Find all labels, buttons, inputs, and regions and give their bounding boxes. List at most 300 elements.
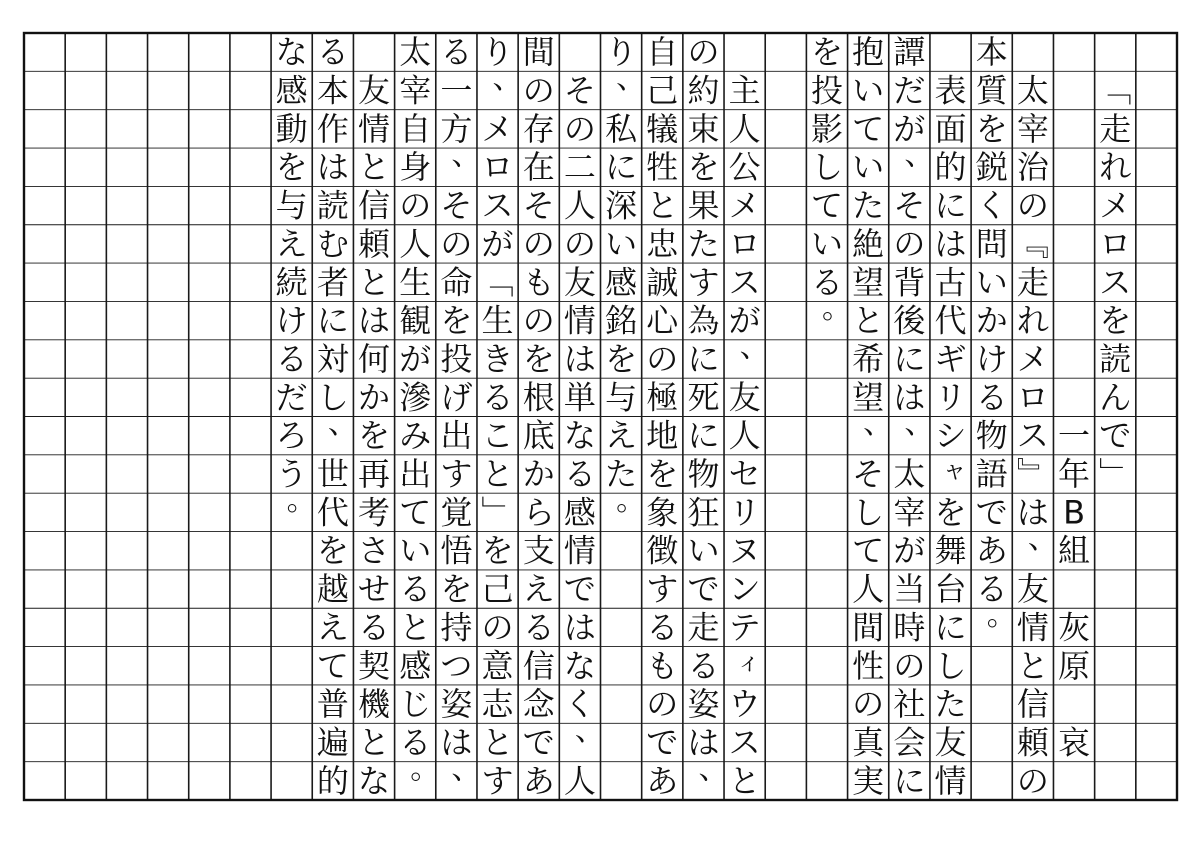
manuscript-char: 抱 (852, 33, 885, 72)
manuscript-char: か (975, 301, 1008, 340)
manuscript-char: ﹁ (1099, 71, 1132, 110)
manuscript-char: 間 (522, 33, 555, 72)
manuscript-char: そ (563, 71, 596, 110)
manuscript-char: 忠 (646, 224, 679, 263)
manuscript-char: と (1016, 646, 1049, 685)
manuscript-char: 物 (687, 455, 720, 494)
manuscript-char: 表 (934, 71, 967, 110)
manuscript-char: を (687, 148, 720, 187)
manuscript-char: 希 (852, 339, 885, 378)
manuscript-char: テ (728, 608, 761, 647)
manuscript-char: ﹁ (481, 263, 514, 302)
manuscript-column (605, 33, 646, 518)
manuscript-char: 頼 (358, 224, 391, 263)
manuscript-char: あ (646, 761, 679, 800)
manuscript-char: 人 (399, 224, 432, 263)
manuscript-char: 感 (605, 263, 638, 302)
manuscript-char: は (563, 608, 596, 647)
manuscript-char: の (440, 224, 473, 263)
manuscript-char: じ (399, 685, 432, 724)
manuscript-char: る (481, 378, 514, 417)
manuscript-char: 越 (316, 570, 349, 609)
manuscript-char: 宰 (399, 71, 432, 110)
manuscript-char: と (358, 723, 391, 762)
manuscript-char: 為 (687, 301, 720, 340)
manuscript-char: む (316, 224, 349, 263)
manuscript-char: が (399, 339, 432, 378)
manuscript-char: の (852, 685, 885, 724)
manuscript-char: げ (440, 378, 473, 417)
manuscript-char: え (275, 224, 308, 263)
manuscript-char: 代 (316, 493, 349, 532)
manuscript-char: 人 (563, 761, 596, 800)
manuscript-char: き (481, 339, 514, 378)
manuscript-char: メ (728, 186, 761, 225)
manuscript-char: 犠 (646, 109, 679, 148)
manuscript-char: 的 (316, 761, 349, 800)
manuscript-char: 舞 (934, 531, 967, 570)
manuscript-char: に (934, 608, 967, 647)
manuscript-char: 生 (399, 263, 432, 302)
manuscript-char: と (852, 301, 885, 340)
manuscript-char: 太 (893, 455, 926, 494)
manuscript-char: い (687, 531, 720, 570)
manuscript-char: 実 (852, 761, 885, 800)
manuscript-char: 感 (275, 71, 308, 110)
manuscript-char: く (563, 685, 596, 724)
manuscript-char: 世 (316, 455, 349, 494)
manuscript-char: く (975, 186, 1008, 225)
manuscript-char: る (275, 339, 308, 378)
manuscript-char: す (646, 570, 679, 609)
manuscript-char: る (358, 608, 391, 647)
manuscript-char: ス (728, 263, 761, 302)
manuscript-char: を (440, 301, 473, 340)
manuscript-char: 、 (698, 751, 729, 787)
manuscript-char: 、 (863, 406, 894, 442)
manuscript-char: 意 (481, 646, 514, 685)
manuscript-char: 友 (934, 723, 967, 762)
manuscript-char: を (934, 493, 967, 532)
manuscript-char: つ (440, 646, 473, 685)
manuscript-char: 念 (522, 685, 555, 724)
manuscript-char: る (399, 570, 432, 609)
manuscript-char: に (687, 416, 720, 455)
manuscript-column (1017, 72, 1058, 800)
manuscript-char: 譚 (893, 33, 926, 72)
manuscript-char: 支 (522, 531, 555, 570)
manuscript-char: に (687, 339, 720, 378)
manuscript-column (276, 33, 317, 518)
manuscript-char: 原 (1058, 646, 1091, 685)
manuscript-column (523, 33, 556, 800)
manuscript-char: を (646, 455, 679, 494)
manuscript-char: 果 (687, 186, 720, 225)
manuscript-char: に (893, 339, 926, 378)
manuscript-char: か (358, 378, 391, 417)
manuscript-column (811, 33, 852, 326)
manuscript-char: た (605, 455, 638, 494)
manuscript-char: を (358, 416, 391, 455)
manuscript-char: 己 (646, 71, 679, 110)
manuscript-char: い (605, 224, 638, 263)
manuscript-char: 私 (605, 109, 638, 148)
manuscript-char: 頼 (1016, 723, 1049, 762)
manuscript-char: メ (481, 109, 514, 148)
manuscript-char: 一 (1058, 416, 1091, 455)
manuscript-char: る (646, 608, 679, 647)
manuscript-char: ﹄ (1016, 455, 1049, 494)
manuscript-char: 望 (852, 378, 885, 417)
manuscript-char: え (316, 608, 349, 647)
manuscript-char: 感 (563, 493, 596, 532)
manuscript-char: る (522, 608, 555, 647)
manuscript-char: た (934, 685, 967, 724)
manuscript-char: れ (1016, 301, 1049, 340)
manuscript-char: 、 (1027, 521, 1058, 557)
manuscript-char: 。 (821, 291, 852, 327)
manuscript-char: れ (1099, 148, 1132, 187)
manuscript-char: と (481, 723, 514, 762)
manuscript-char: に (893, 761, 926, 800)
manuscript-char: 性 (852, 646, 885, 685)
manuscript-char: の (522, 301, 555, 340)
manuscript-char: そ (852, 455, 885, 494)
manuscript-char: 象 (646, 493, 679, 532)
manuscript-char: ヌ (728, 531, 761, 570)
manuscript-char: を (522, 339, 555, 378)
manuscript-char: 間 (852, 608, 885, 647)
manuscript-char: 約 (687, 71, 720, 110)
manuscript-char: こ (481, 416, 514, 455)
manuscript-char: 望 (852, 263, 885, 302)
manuscript-char: ﹂ (481, 493, 514, 532)
manuscript-char: 代 (934, 301, 967, 340)
manuscript-char: 面 (934, 109, 967, 148)
manuscript-char: の (563, 109, 596, 148)
manuscript-char: 友 (728, 378, 761, 417)
manuscript-char: と (728, 761, 761, 800)
manuscript-char: 後 (893, 301, 926, 340)
manuscript-char: が (893, 531, 926, 570)
manuscript-char: り (481, 33, 514, 72)
manuscript-char: 身 (399, 148, 432, 187)
manuscript-char: そ (522, 186, 555, 225)
manuscript-char: は (893, 378, 926, 417)
manuscript-char: で (975, 493, 1008, 532)
manuscript-char: 人 (728, 416, 761, 455)
manuscript-char: る (810, 263, 843, 302)
manuscript-char: 、 (904, 406, 935, 442)
manuscript-char: 信 (358, 186, 391, 225)
manuscript-char: は (1016, 493, 1049, 532)
manuscript-char: 牲 (646, 148, 679, 187)
manuscript-char: 社 (893, 685, 926, 724)
manuscript-char: 宰 (893, 493, 926, 532)
manuscript-char: る (687, 646, 720, 685)
manuscript-column (976, 33, 1017, 633)
manuscript-char: 友 (1016, 570, 1049, 609)
manuscript-char: す (687, 263, 720, 302)
manuscript-char: と (399, 608, 432, 647)
manuscript-char: 、 (327, 406, 358, 442)
manuscript-char: ﹂ (1099, 455, 1132, 494)
manuscript-column (646, 33, 679, 800)
manuscript-char: ら (522, 493, 555, 532)
manuscript-char: し (852, 493, 885, 532)
manuscript-char: 、 (616, 61, 647, 97)
manuscript-char: 覚 (440, 493, 473, 532)
manuscript-char: の (893, 224, 926, 263)
manuscript-char: 投 (810, 71, 843, 110)
manuscript-char: 質 (975, 71, 1008, 110)
manuscript-char: と (481, 455, 514, 494)
manuscript-char: 与 (605, 378, 638, 417)
manuscript-char: を (975, 109, 1008, 148)
manuscript-char: の (522, 224, 555, 263)
manuscript-char: の (481, 608, 514, 647)
manuscript-char: え (605, 416, 638, 455)
manuscript-char: 時 (893, 608, 926, 647)
manuscript-char: メ (1099, 186, 1132, 225)
manuscript-column (687, 33, 728, 786)
manuscript-char: 情 (563, 531, 596, 570)
manuscript-char: 問 (975, 224, 1008, 263)
manuscript-char: 命 (440, 263, 473, 302)
manuscript-char: を (1099, 301, 1132, 340)
manuscript-char: は (687, 723, 720, 762)
manuscript-char: 語 (975, 455, 1008, 494)
manuscript-char: 会 (893, 723, 926, 762)
manuscript-char: 自 (399, 109, 432, 148)
manuscript-char: 姿 (440, 685, 473, 724)
manuscript-char: に (934, 186, 967, 225)
manuscript-char: 本 (316, 71, 349, 110)
manuscript-char: が (893, 109, 926, 148)
manuscript-char: 極 (646, 378, 679, 417)
manuscript-char: 人 (852, 570, 885, 609)
manuscript-char: 友 (358, 71, 391, 110)
manuscript-char: い (399, 531, 432, 570)
manuscript-char: で (646, 723, 679, 762)
manuscript-char: ウ (728, 685, 761, 724)
manuscript-char: い (810, 224, 843, 263)
manuscript-char: 鋭 (975, 148, 1008, 187)
manuscript-char: 、 (492, 61, 523, 97)
manuscript-column (399, 33, 440, 786)
manuscript-char: は (358, 301, 391, 340)
manuscript-char: て (399, 493, 432, 532)
manuscript-char: 組 (1058, 531, 1091, 570)
manuscript-char: を (810, 33, 843, 72)
manuscript-char: 出 (440, 416, 473, 455)
manuscript-char: 古 (934, 263, 967, 302)
manuscript-char: も (522, 263, 555, 302)
manuscript-char: 持 (440, 608, 473, 647)
manuscript-char: は (316, 148, 349, 187)
manuscript-char: る (975, 570, 1008, 609)
manuscript-char: に (605, 148, 638, 187)
manuscript-char: 束 (687, 109, 720, 148)
manuscript-char: み (399, 416, 432, 455)
manuscript-char: 主 (728, 71, 761, 110)
manuscript-char: し (934, 646, 967, 685)
manuscript-char: 一 (440, 71, 473, 110)
manuscript-char: な (563, 646, 596, 685)
manuscript-char: ん (1099, 378, 1132, 417)
manuscript-char: ャ (942, 456, 967, 485)
manuscript-char: 公 (728, 148, 761, 187)
manuscript-char: 。 (616, 482, 647, 518)
manuscript-char: 。 (986, 597, 1017, 633)
manuscript-char: 遍 (316, 723, 349, 762)
manuscript-column (1099, 72, 1131, 494)
manuscript-char: 悟 (440, 531, 473, 570)
manuscript-char: 信 (1016, 685, 1049, 724)
manuscript-char: を (275, 148, 308, 187)
manuscript-char: 走 (687, 608, 720, 647)
manuscript-char: 姿 (687, 685, 720, 724)
manuscript-char: さ (358, 531, 391, 570)
manuscript-char: の (399, 186, 432, 225)
manuscript-char: 哀 (1058, 723, 1091, 762)
manuscript-char: セ (728, 455, 761, 494)
manuscript-char: 信 (522, 646, 555, 685)
manuscript-char: 再 (358, 455, 391, 494)
manuscript-char: 読 (316, 186, 349, 225)
manuscript-char: い (852, 148, 885, 187)
manuscript-char: は (563, 339, 596, 378)
manuscript-char: 宰 (1016, 109, 1049, 148)
manuscript-char: 地 (646, 416, 679, 455)
manuscript-char: 与 (275, 186, 308, 225)
manuscript-char: で (687, 570, 720, 609)
manuscript-char: の (563, 224, 596, 263)
manuscript-char: 契 (358, 646, 391, 685)
manuscript-char: る (563, 455, 596, 494)
manuscript-char: そ (893, 186, 926, 225)
manuscript-char: の (646, 685, 679, 724)
manuscript-char: そ (440, 186, 473, 225)
manuscript-char: 自 (646, 33, 679, 72)
manuscript-char: 底 (522, 416, 555, 455)
manuscript-char: 続 (275, 263, 308, 302)
manuscript-char: の (1016, 186, 1049, 225)
manuscript-char: 深 (605, 186, 638, 225)
manuscript-char: 、 (739, 329, 770, 365)
manuscript-char: る (316, 33, 349, 72)
manuscript-char: 物 (975, 416, 1008, 455)
manuscript-char: 太 (399, 33, 432, 72)
manuscript-char: あ (975, 531, 1008, 570)
manuscript-char: せ (358, 570, 391, 609)
manuscript-char: B (1063, 493, 1086, 532)
manuscript-column (729, 72, 770, 800)
manuscript-char: 走 (1016, 263, 1049, 302)
manuscript-char: ス (1016, 416, 1049, 455)
manuscript-char: 、 (574, 712, 605, 748)
manuscript-char: で (1099, 416, 1132, 455)
manuscript-char: ス (481, 186, 514, 225)
manuscript-char: の (646, 339, 679, 378)
manuscript-char: 灰 (1058, 608, 1091, 647)
manuscript-char: 者 (316, 263, 349, 302)
manuscript-char: 生 (481, 301, 514, 340)
manuscript-char: に (316, 301, 349, 340)
manuscript-char: 単 (563, 378, 596, 417)
manuscript-char: 死 (687, 378, 720, 417)
manuscript-char: の (1016, 761, 1049, 800)
manuscript-char: か (522, 455, 555, 494)
manuscript-char: 何 (358, 339, 391, 378)
manuscript-char: メ (1016, 339, 1049, 378)
manuscript-char: た (687, 224, 720, 263)
manuscript-char: け (275, 301, 308, 340)
manuscript-char: 存 (522, 109, 555, 148)
manuscript-char: 普 (316, 685, 349, 724)
manuscript-char: を (605, 339, 638, 378)
manuscript-column (440, 33, 481, 786)
manuscript-char: と (646, 186, 679, 225)
manuscript-char: は (440, 723, 473, 762)
manuscript-char: 己 (481, 570, 514, 609)
manuscript-char: て (852, 531, 885, 570)
manuscript-char: で (522, 723, 555, 762)
manuscript-char: ロ (1016, 378, 1049, 417)
manuscript-char: 根 (522, 378, 555, 417)
manuscript-char: て (852, 109, 885, 148)
manuscript-char: る (975, 378, 1008, 417)
manuscript-char: る (399, 723, 432, 762)
manuscript-char: ロ (481, 148, 514, 187)
manuscript-char: ス (728, 723, 761, 762)
manuscript-char: 情 (934, 761, 967, 800)
manuscript-char: し (810, 148, 843, 187)
manuscript-char: 情 (358, 109, 391, 148)
manuscript-char: と (358, 148, 391, 187)
manuscript-char: 。 (410, 751, 441, 787)
manuscript-char: を (316, 531, 349, 570)
manuscript-char: 作 (316, 109, 349, 148)
manuscript-char: ス (1099, 263, 1132, 302)
manuscript-char: う (275, 455, 308, 494)
manuscript-char: 心 (646, 301, 679, 340)
manuscript-column (935, 72, 967, 800)
manuscript-char: 。 (286, 482, 317, 518)
manuscript-char: の (522, 71, 555, 110)
manuscript-char: な (563, 416, 596, 455)
manuscript-char: 年 (1058, 455, 1091, 494)
manuscript-char: 考 (358, 493, 391, 532)
manuscript-char: 読 (1099, 339, 1132, 378)
manuscript-char: ロ (728, 224, 761, 263)
manuscript-char: す (481, 761, 514, 800)
manuscript-char: 観 (399, 301, 432, 340)
manuscript-char: 的 (934, 148, 967, 187)
manuscript-char: た (852, 186, 885, 225)
manuscript-char: を (440, 570, 473, 609)
manuscript-char: は (934, 224, 967, 263)
manuscript-char: 誠 (646, 263, 679, 302)
manuscript-char: 、 (451, 751, 482, 787)
manuscript-char: 情 (1016, 608, 1049, 647)
manuscript-char: 機 (358, 685, 391, 724)
manuscript-char: け (975, 339, 1008, 378)
manuscript-char: ﹃ (1016, 224, 1049, 263)
manuscript-char: 対 (316, 339, 349, 378)
manuscript-char: 出 (399, 455, 432, 494)
manuscript-column (358, 72, 391, 800)
